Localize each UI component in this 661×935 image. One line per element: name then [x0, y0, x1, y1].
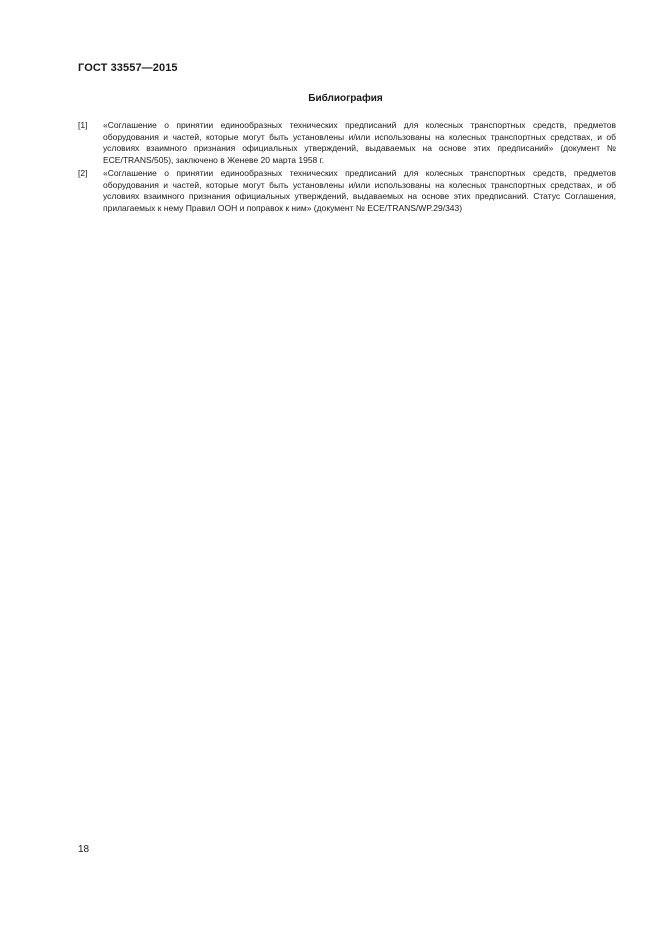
reference-text: «Соглашение о принятии единообразных технических предписаний для колесных транспортных средств, предметов оборудования и частей, которые могут быть установлены и/или использованы на колесных транспортных средствах, и об условиях взаимного признания официальных утверждений, выдаваемых на основе этих предписаний» (документ № ECE/TRANS/505), заключено в Женеве 20 марта 1958 г.	[103, 120, 616, 166]
section-title: Библиография	[308, 93, 383, 104]
reference-text: «Соглашение о принятии единообразных технических предписаний для колесных транспортных средств, предметов оборудования и частей, которые могут быть установлены и/или использованы на колесных транспортных средствах, и об условиях взаимного признания официальных утверждений, выдаваемых на основе этих предписаний. Статус Соглашения, прилагаемых к нему Правил ООН и поправок к ним» (документ № ECE/TRANS/WP.29/343)	[103, 167, 616, 213]
bibliography-list	[78, 120, 616, 216]
document-header: ГОСТ 33557—2015	[78, 62, 178, 74]
page-number: 18	[78, 844, 90, 855]
bibliography-entry	[78, 168, 616, 215]
bibliography-entry	[78, 120, 616, 167]
reference-number: [1]	[78, 120, 88, 130]
reference-number: [2]	[78, 167, 88, 178]
